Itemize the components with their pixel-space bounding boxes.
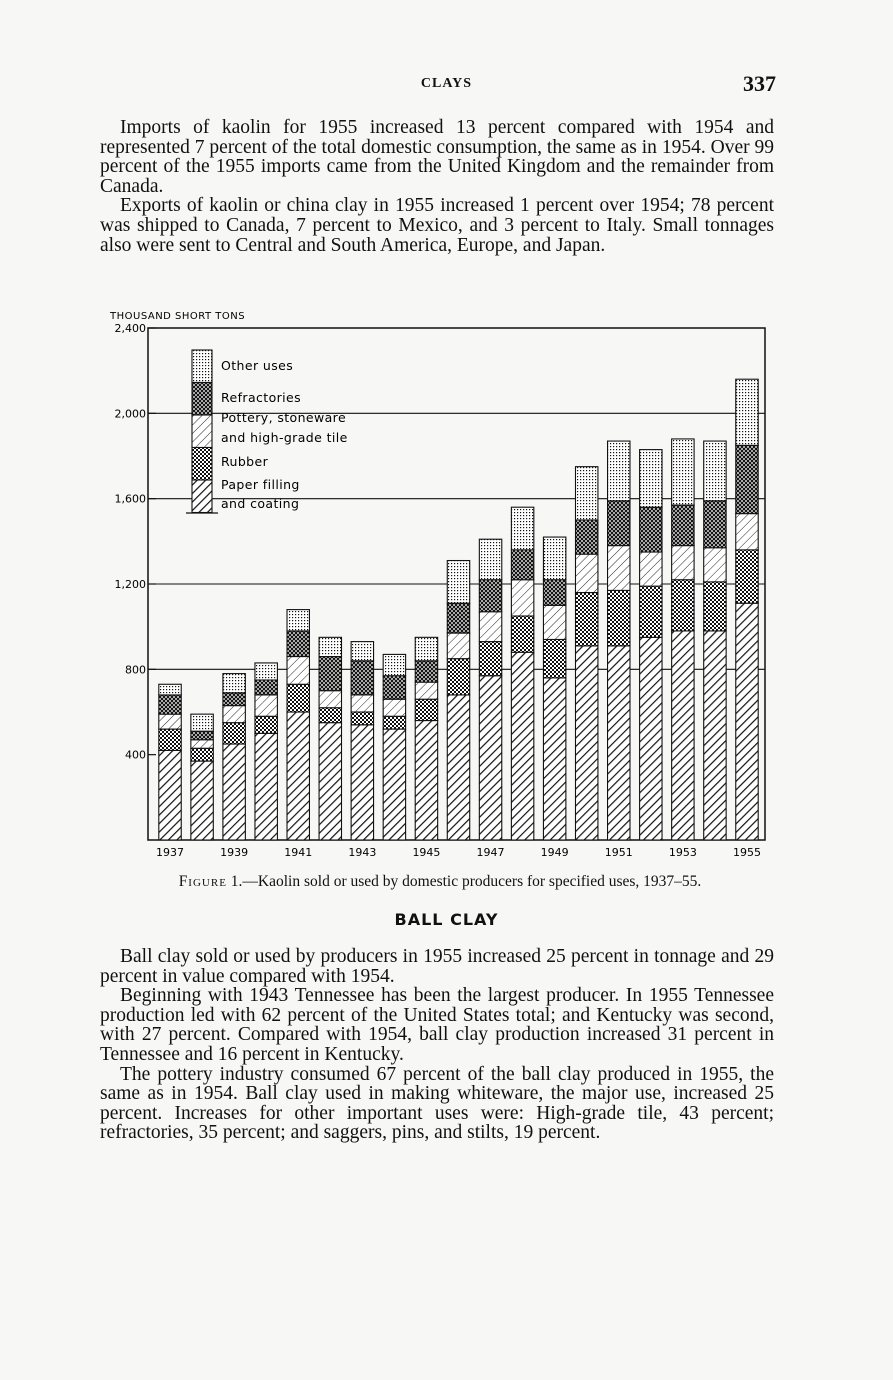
bar-segment-1954-dots [704,582,726,631]
bar-segment-1937-fine-dots [159,684,181,695]
bar-segment-1938-diag-light [191,740,213,749]
bar-segment-1940-diag-light [255,695,277,716]
bar-segment-1939-diag [223,744,245,840]
bar-segment-1939-fine-dots [223,674,245,693]
legend-label-diag-light: Pottery, stoneware [221,410,347,425]
legend-label-diag-light: and high-grade tile [221,430,348,445]
bar-segment-1944-diag-light [383,699,405,716]
bar-segment-1938-dots [191,748,213,761]
bar-segment-1953-diag-light [672,546,694,580]
bar-segment-1949-diag-light [543,605,565,639]
bar-segment-1947-diag-light [479,612,501,642]
bar-segment-1946-dots [447,659,469,695]
x-axis [156,846,761,859]
bar-segment-1950-diag-light [575,554,597,592]
bar-segment-1954-diag-light [704,548,726,582]
bar-segment-1955-cross [736,445,758,513]
bar-segment-1947-diag [479,676,501,840]
bar-segment-1949-fine-dots [543,537,565,580]
bar-segment-1938-fine-dots [191,714,213,731]
bar-segment-1942-dots [319,708,341,723]
bar-segment-1943-diag-light [351,695,373,712]
running-title: CLAYS [420,76,473,91]
legend-swatch-diag-light [192,415,212,448]
bar-segment-1942-diag-light [319,691,341,708]
bar-segment-1953-fine-dots [672,439,694,505]
bar-segment-1949-dots [543,639,565,677]
legend-label-diag: Paper filling [221,477,300,492]
bar-segment-1953-dots [672,580,694,631]
bar-segment-1945-fine-dots [415,637,437,660]
bar-segment-1939-dots [223,723,245,744]
bar-segment-1941-diag-light [287,657,309,685]
bar-segment-1951-diag [608,646,630,840]
legend-swatch-fine-dots [192,350,212,383]
paragraph-imports: Imports of kaolin for 1955 increased 13 percent compared with 1954 and represented 7 percent of the total domestic consumption, the same as in 1954. Over 99 percent of the 1955 imports came from the United Kingdom and the remainder from Canada. [100,117,774,197]
bar-segment-1953-cross [672,505,694,546]
bar-segment-1954-fine-dots [704,441,726,501]
bar-segment-1944-cross [383,676,405,699]
bar-segment-1950-fine-dots [575,467,597,520]
figure-caption [100,873,780,891]
bar-segment-1940-diag [255,733,277,840]
bar-segment-1951-fine-dots [608,441,630,501]
bar-segment-1949-diag [543,678,565,840]
bar-segment-1951-diag-light [608,546,630,591]
paragraph-ball-clay-uses: The pottery industry consumed 67 percent of the ball clay produced in 1955, the same as in 1954. Ball clay used in making whiteware, the major use, increased 25 percent. Increases for other important uses were: High-grade tile, 43 percent; refractories, 35 percent; and saggers, pins, and stilts, 19 percent. [100,1063,774,1144]
bar-segment-1945-diag-light [415,682,437,699]
bar-segment-1953-diag [672,631,694,840]
x-tick-label: 1937 [156,846,185,859]
bar-segment-1942-diag [319,723,341,840]
y-axis-unit-label: THOUSAND SHORT TONS [110,311,246,322]
y-tick-label: 1,600 [114,492,146,506]
x-tick-label: 1955 [732,846,761,859]
x-tick-label: 1939 [220,846,249,859]
y-axis [115,322,157,762]
bar-segment-1939-diag-light [223,706,245,723]
bar-segment-1951-dots [608,590,630,645]
bars [159,379,758,840]
bar-segment-1955-dots [736,550,758,603]
bar-segment-1944-dots [383,716,405,729]
intro-text [100,118,774,255]
bar-segment-1939-cross [223,693,245,706]
bar-segment-1945-diag [415,721,437,840]
bar-segment-1941-dots [287,684,309,712]
bar-segment-1943-dots [351,712,373,725]
bar-segment-1943-diag [351,725,373,840]
bar-segment-1952-dots [640,586,662,637]
bar-segment-1948-dots [511,616,533,652]
page-number: 337 [743,71,776,96]
bar-segment-1946-fine-dots [447,561,469,604]
bar-segment-1946-cross [447,603,469,633]
legend-swatch-cross [192,383,212,416]
bar-segment-1942-fine-dots [319,637,341,656]
legend-label-fine-dots: Other uses [221,358,294,373]
bar-segment-1940-fine-dots [255,663,277,680]
bar-segment-1944-diag [383,729,405,840]
bar-segment-1948-diag [511,652,533,840]
bar-segment-1955-fine-dots [736,379,758,445]
bar-segment-1952-diag [640,637,662,840]
bar-segment-1950-dots [575,593,597,646]
bar-segment-1947-fine-dots [479,539,501,580]
x-tick-label: 1945 [412,846,441,859]
bar-segment-1952-cross [640,507,662,552]
x-tick-label: 1951 [604,846,633,859]
y-tick-label: 400 [125,748,146,762]
bar-segment-1945-cross [415,661,437,682]
bar-segment-1938-diag [191,761,213,840]
bar-segment-1941-fine-dots [287,610,309,631]
x-tick-label: 1943 [348,846,377,859]
legend-label-diag: and coating [221,496,300,511]
bar-segment-1940-cross [255,680,277,695]
bar-segment-1946-diag-light [447,633,469,659]
bar-segment-1948-cross [511,550,533,580]
figure-caption-text: 1.—Kaolin sold or used by domestic producers for specified uses, 1937–55. [230,873,702,890]
legend-swatch-diag [192,480,212,513]
bar-segment-1937-diag [159,750,181,840]
bar-segment-1947-dots [479,642,501,676]
x-tick-label: 1947 [476,846,505,859]
paragraph-ball-clay-summary: Ball clay sold or used by producers in 1955 increased 25 percent in tonnage and 29 percent in value compared with 1954. [100,946,774,987]
bar-segment-1955-diag-light [736,514,758,550]
x-tick-label: 1941 [284,846,313,859]
bar-segment-1947-cross [479,580,501,612]
bar-segment-1946-diag [447,695,469,840]
legend-swatch-dots [192,448,212,481]
bar-segment-1937-dots [159,729,181,750]
running-head [0,71,893,100]
bar-segment-1948-fine-dots [511,507,533,550]
bar-segment-1954-diag [704,631,726,840]
bar-segment-1943-cross [351,661,373,695]
bar-segment-1938-cross [191,731,213,740]
bar-segment-1943-fine-dots [351,642,373,661]
legend-label-dots: Rubber [221,454,269,469]
y-tick-label: 1,200 [114,578,146,591]
bar-segment-1944-fine-dots [383,654,405,675]
kaolin-chart [100,305,780,865]
paragraph-ball-clay-producers: Beginning with 1943 Tennessee has been the largest producer. In 1955 Tennessee production led with 62 percent of the United States total; and Kentucky was second, with 27 percent. Compared with 1954, ball clay production increased 31 percent in Tennessee and 16 percent in Kentucky. [100,985,774,1065]
bar-segment-1948-diag-light [511,580,533,616]
bar-segment-1940-dots [255,716,277,733]
figure-label: Figure [178,873,227,890]
bar-segment-1941-cross [287,631,309,657]
bar-segment-1950-cross [575,520,597,554]
bar-segment-1937-cross [159,695,181,714]
ball-clay-text [100,947,774,1143]
bar-segment-1950-diag [575,646,597,840]
bar-segment-1945-dots [415,699,437,720]
legend [186,350,348,513]
bar-segment-1941-diag [287,712,309,840]
bar-segment-1954-cross [704,501,726,548]
bar-segment-1951-cross [608,501,630,546]
x-tick-label: 1949 [540,846,569,859]
bar-segment-1949-cross [543,580,565,606]
y-tick-label: 2,400 [114,322,146,335]
section-heading-ball-clay: BALL CLAY [394,910,499,929]
y-tick-label: 2,000 [114,407,146,421]
x-tick-label: 1953 [668,846,697,859]
paragraph-exports: Exports of kaolin or china clay in 1955 increased 1 percent over 1954; 78 percent was shipped to Canada, 7 percent to Mexico, and 3 percent to Italy. Small tonnages also were sent to Central and South America, Europe, and Japan. [100,195,774,256]
bar-segment-1952-fine-dots [640,450,662,508]
bar-segment-1942-cross [319,657,341,691]
legend-label-cross: Refractories [221,390,302,405]
y-tick-label: 800 [125,663,146,677]
bar-segment-1937-diag-light [159,714,181,729]
bar-segment-1952-diag-light [640,552,662,586]
bar-segment-1955-diag [736,603,758,840]
